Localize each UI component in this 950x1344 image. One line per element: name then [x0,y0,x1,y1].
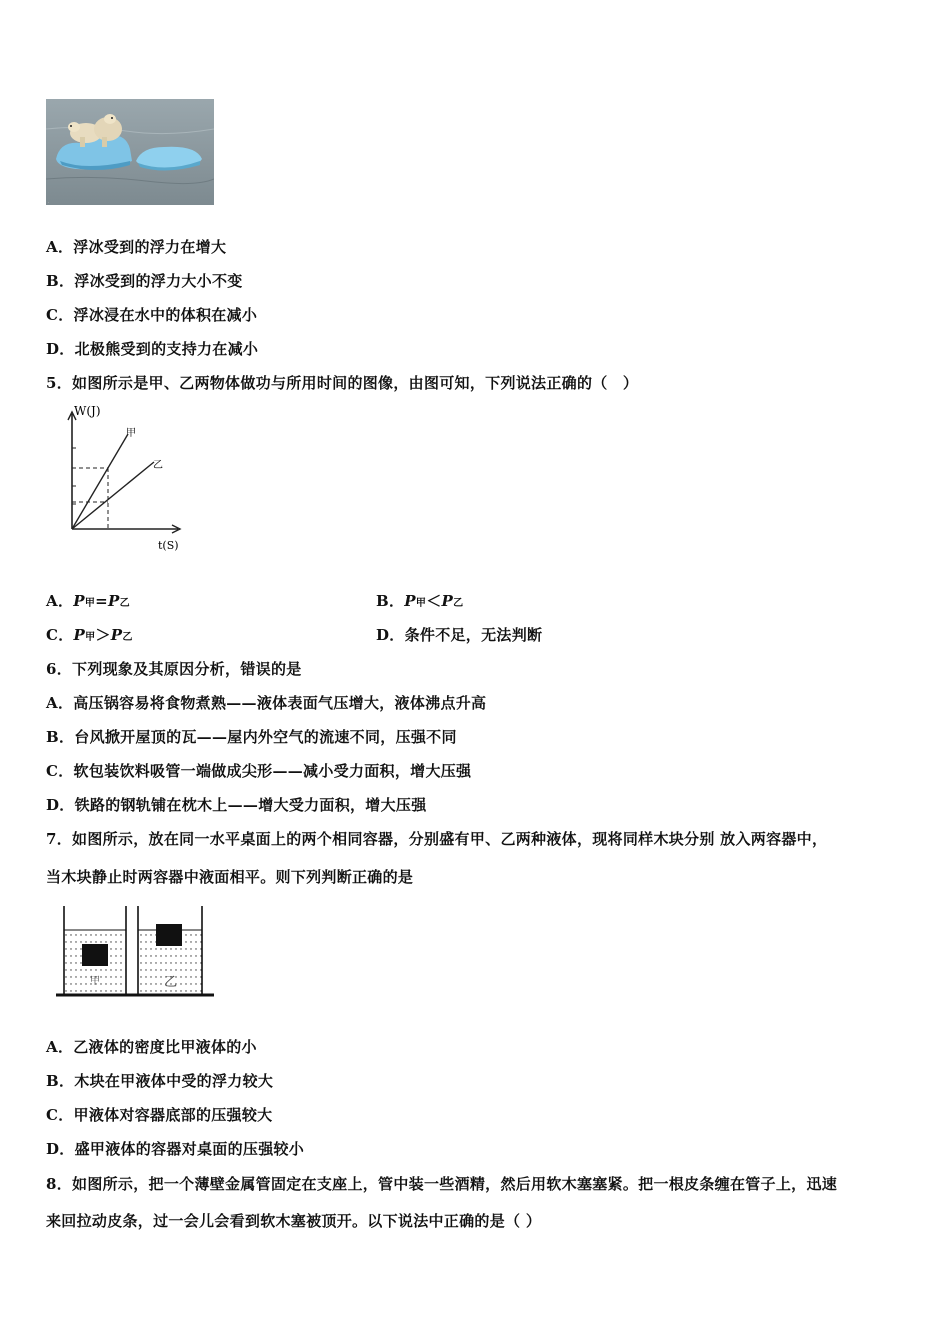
container-yi-label: 乙 [164,975,178,990]
q6-stem: 6．下列现象及其原因分析，错误的是 [46,660,302,678]
work-time-graph [58,400,198,560]
q5-stem: 5．如图所示是甲、乙两物体做功与所用时间的图像，由图可知，下列说法正确的（ ） [46,374,639,392]
wood-block-jia [82,944,108,966]
q7-stem-line2: 当木块静止时两容器中液面相平。则下列判断正确的是 [46,868,414,886]
line-jia-label: 甲 [126,428,136,439]
x-axis-label: t(S) [158,539,179,552]
q7-option-a: A．乙液体的密度比甲液体的小 [46,1038,257,1056]
line-yi-label: 乙 [153,460,163,471]
line-yi [72,462,154,529]
q4-option-a: A．浮冰受到的浮力在增大 [46,238,227,256]
q6-option-a: A．高压锅容易将食物煮熟——液体表面气压增大，液体沸点升高 [46,694,487,712]
container-jia-label: 甲 [90,976,100,987]
line-jia [72,434,128,529]
q8-stem-line2: 来回拉动皮条，过一会儿会看到软木塞被顶开。以下说法中正确的是（ ） [46,1212,542,1230]
two-containers-figure [54,904,218,1004]
q6-option-c: C．软包装饮料吸管一端做成尖形——减小受力面积，增大压强 [46,762,472,780]
wood-block-yi [156,924,182,946]
container-yi [138,906,202,994]
q5-option-d: D．条件不足，无法判断 [376,626,543,644]
q5-option-b: B．P甲＜P乙 [376,592,464,610]
y-axis-label: W(J) [74,404,101,418]
q4-option-d: D．北极熊受到的支持力在减小 [46,340,259,358]
container-jia [64,906,126,994]
svg-text:.: . [48,199,50,204]
q7-option-d: D．盛甲液体的容器对桌面的压强较小 [46,1140,305,1158]
q7-stem-line1: 7．如图所示，放在同一水平桌面上的两个相同容器，分别盛有甲、乙两种液体，现将同样木块分别 放入两容器中， [46,830,828,848]
q6-option-d: D．铁路的钢轨铺在枕木上——增大受力面积，增大压强 [46,796,427,814]
q6-option-b: B．台风掀开屋顶的瓦——屋内外空气的流速不同，压强不同 [46,728,457,746]
q8-stem-line1: 8．如图所示，把一个薄壁金属管固定在支座上，管中装一些酒精，然后用软木塞塞紧。把一根皮条缠在管子上，迅速 [46,1175,838,1193]
q5-option-a: A．P甲=P乙 [46,592,130,610]
q7-option-c: C．甲液体对容器底部的压强较大 [46,1106,273,1124]
polar-bear-photo [46,99,214,205]
q4-option-c: C．浮冰浸在水中的体积在减小 [46,306,258,324]
q7-option-b: B．木块在甲液体中受的浮力较大 [46,1072,274,1090]
q5-option-c: C．P甲＞P乙 [46,626,133,644]
q4-option-b: B．浮冰受到的浮力大小不变 [46,272,243,290]
